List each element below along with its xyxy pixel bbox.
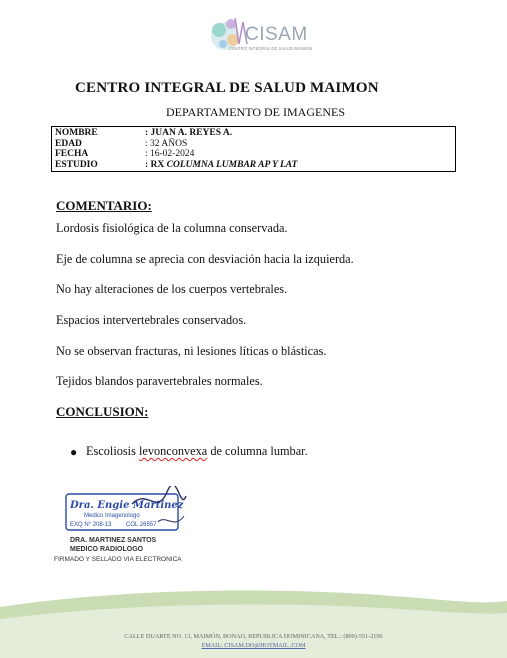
estudio-prefix: : RX <box>145 159 167 170</box>
spellcheck-flagged-word: levonconvexa <box>138 444 208 458</box>
page-title: CENTRO INTEGRAL DE SALUD MAIMON <box>75 80 379 96</box>
comentario-line: Eje de columna se aprecia con desviación hacia la izquierda. <box>56 252 354 266</box>
info-row-fecha <box>52 149 455 160</box>
nombre-label: NOMBRE <box>55 128 98 138</box>
conclusion-text-after: de columna lumbar. <box>207 444 308 458</box>
fecha-value: : 16-02-2024 <box>145 149 195 160</box>
doctor-title: MEDICO RADIOLOGO <box>70 546 144 553</box>
estudio-name: COLUMNA LUMBAR AP Y LAT <box>166 159 298 170</box>
comentario-heading: COMENTARIO: <box>56 198 152 213</box>
footer-email-link[interactable]: EMAIL: CISAM.DO@HOTMAIL .COM <box>201 642 306 649</box>
edad-label: EDAD <box>55 138 82 149</box>
comentario-line: Espacios intervertebrales conservados. <box>56 313 247 327</box>
doctor-stamp <box>62 486 192 536</box>
doctor-name: DRA. MARTINEZ SANTOS <box>70 537 157 544</box>
comentario-line: No hay alteraciones de los cuerpos vertebrales. <box>56 282 288 296</box>
stamp-col: COL 26557 <box>126 522 157 528</box>
stamp-exequatur: EXQ N° 208-13 <box>70 522 112 528</box>
estudio-label: ESTUDIO <box>55 159 98 170</box>
stamp-name: Dra. Engie Martinez <box>70 500 184 511</box>
footer-address: CALLE DUARTE NO. 13, MAIMÓN, BONAO, REPUBLICA DOMINICANA, TEL.: (809)-551-2196 <box>124 633 383 640</box>
comentario-line: Tejidos blandos paravertebrales normales. <box>56 374 263 388</box>
conclusion-item <box>86 444 308 459</box>
logo-subtext: CENTRO INTEGRAL DE SALUD MAIMON <box>229 46 313 51</box>
fecha-label: FECHA <box>55 149 89 160</box>
signed-electronically-note: FIRMADO Y SELLADO VIA ELECTRONICA <box>54 556 182 563</box>
comentario-line: Lordosis fisiológica de la columna conservada. <box>56 221 288 235</box>
edad-value: : 32 AÑOS <box>145 138 188 149</box>
nombre-value: : JUAN A. REYES A. <box>145 128 233 138</box>
patient-info-box <box>51 126 456 172</box>
info-row-nombre <box>52 128 455 139</box>
department-title: DEPARTAMENTO DE IMAGENES <box>166 105 345 119</box>
signature-block <box>70 536 156 554</box>
bullet-icon: ● <box>70 445 78 459</box>
stamp-title: Medico Imagenologo <box>84 513 140 519</box>
info-row-edad <box>52 139 455 150</box>
conclusion-heading: CONCLUSION: <box>56 404 149 419</box>
info-row-estudio <box>52 160 455 171</box>
cisam-logo <box>205 10 315 58</box>
comentario-line: No se observan fracturas, ni lesiones líticas o blásticas. <box>56 344 327 358</box>
estudio-value <box>145 160 297 171</box>
conclusion-text-before: Escoliosis <box>86 444 139 458</box>
logo-text: CISAM <box>245 24 308 45</box>
